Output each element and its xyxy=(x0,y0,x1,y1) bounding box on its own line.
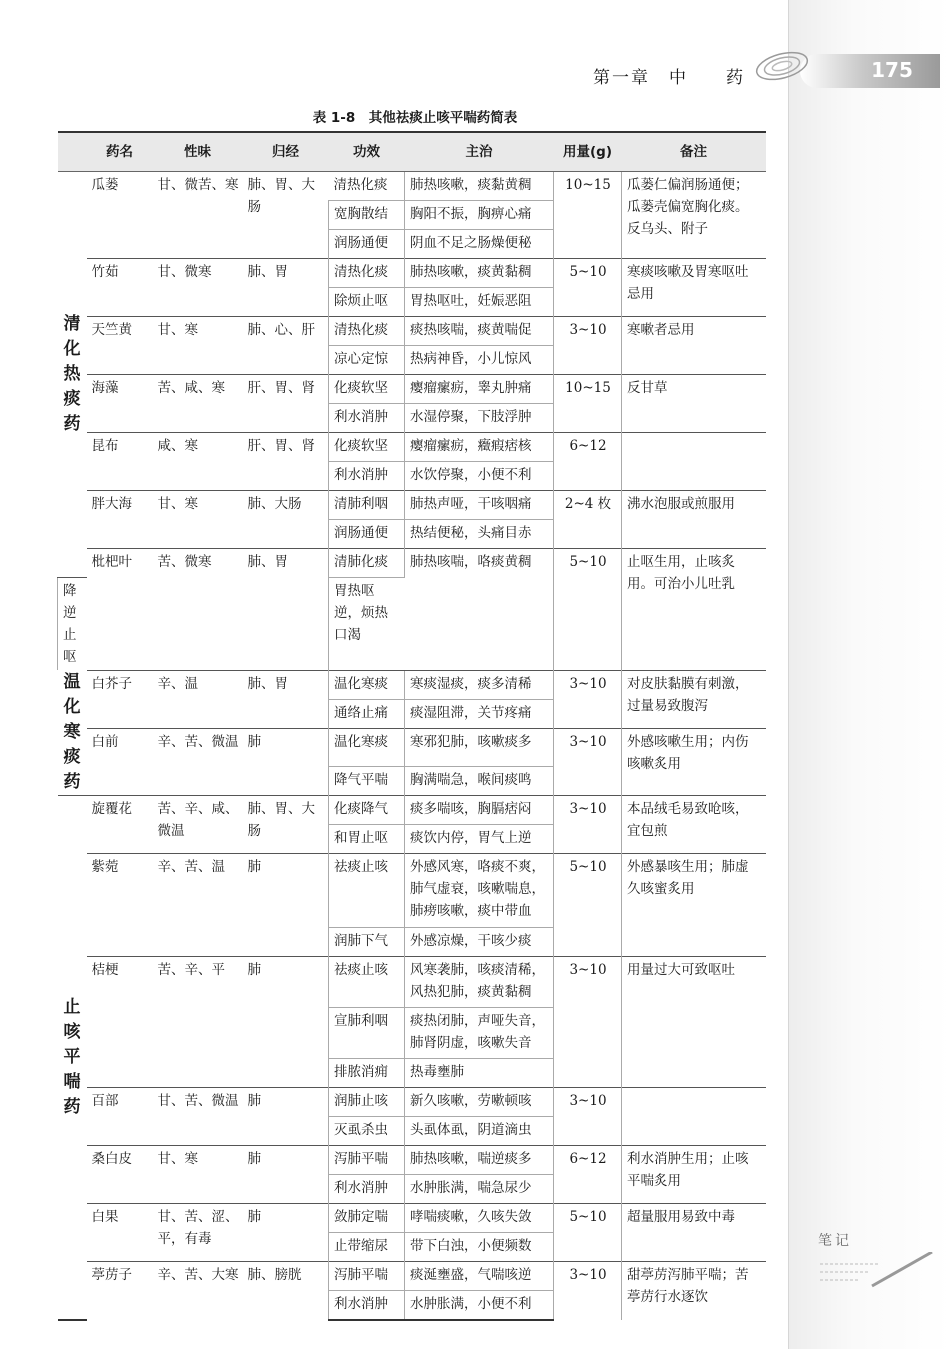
table-caption: 表 1-8 其他祛痰止咳平喘药简表 xyxy=(312,110,518,126)
drug-effect: 清热化痰 xyxy=(329,172,405,201)
drug-meridian: 肺 xyxy=(243,1088,329,1146)
drug-indication: 胸满喘急，喉间痰鸣 xyxy=(405,767,554,796)
drug-taste: 辛、苦、微温 xyxy=(153,728,243,796)
drug-indication: 胃热呕逆，烦热口渴 xyxy=(329,578,405,671)
drug-name: 桔梗 xyxy=(87,957,153,1088)
header-cell: 药名 xyxy=(87,132,153,172)
drug-dose: 3~10 xyxy=(554,957,622,1088)
drug-taste: 甘、寒 xyxy=(153,491,243,549)
drug-name: 桑白皮 xyxy=(87,1146,153,1204)
drug-effect: 利水消肿 xyxy=(329,1175,405,1204)
drug-effect: 通络止痛 xyxy=(329,699,405,728)
drug-name: 海藻 xyxy=(87,375,153,433)
drug-note: 瓜蒌仁偏润肠通便；瓜蒌壳偏宽胸化痰。反乌头、附子 xyxy=(622,172,766,259)
drug-dose: 5~10 xyxy=(554,259,622,317)
drug-taste: 苦、辛、平 xyxy=(153,957,243,1088)
drug-indication: 肺热咳嗽，痰黄黏稠 xyxy=(405,259,554,288)
drug-meridian: 肝、胃、肾 xyxy=(243,433,329,491)
header-cell: 功效 xyxy=(329,132,405,172)
drug-dose: 3~10 xyxy=(554,728,622,796)
drug-dose: 3~10 xyxy=(554,670,622,728)
drug-dose: 3~10 xyxy=(554,1088,622,1146)
drug-effect: 凉心定惊 xyxy=(329,346,405,375)
header-cell: 用量(g) xyxy=(554,132,622,172)
drug-indication: 头虱体虱，阴道滴虫 xyxy=(405,1117,554,1146)
drug-note: 外感暴咳生用；肺虚久咳蜜炙用 xyxy=(622,854,766,957)
drug-taste: 苦、辛、咸、微温 xyxy=(153,796,243,854)
drug-note xyxy=(622,1088,766,1146)
drug-effect: 清热化痰 xyxy=(329,317,405,346)
table-row xyxy=(58,1146,766,1175)
drug-effect: 温化寒痰 xyxy=(329,670,405,699)
drug-effect: 清热化痰 xyxy=(329,259,405,288)
drug-indication: 水肿胀满，小便不利 xyxy=(405,1291,554,1320)
table-row xyxy=(58,796,766,825)
drug-dose: 6~12 xyxy=(554,433,622,491)
drug-effect: 和胃止呕 xyxy=(329,825,405,854)
drug-note: 沸水泡服或煎服用 xyxy=(622,491,766,549)
drug-meridian: 肺 xyxy=(243,854,329,957)
drug-taste: 辛、苦、大寒 xyxy=(153,1262,243,1320)
drug-indication: 瘿瘤瘰疬，睾丸肿痛 xyxy=(405,375,554,404)
drug-indication: 肺热声哑，干咳咽痛 xyxy=(405,491,554,520)
drug-effect: 泻肺平喘 xyxy=(329,1262,405,1291)
drug-indication: 痰涎壅盛，气喘咳逆 xyxy=(405,1262,554,1291)
drug-effect: 敛肺定喘 xyxy=(329,1204,405,1233)
drug-indication: 痰多喘咳，胸膈痞闷 xyxy=(405,796,554,825)
drug-effect: 止带缩尿 xyxy=(329,1233,405,1262)
herb-table xyxy=(57,131,766,1321)
drug-dose: 10~15 xyxy=(554,172,622,259)
drug-indication: 痰湿阻滞，关节疼痛 xyxy=(405,699,554,728)
drug-meridian: 肺、胃 xyxy=(243,670,329,728)
drug-taste: 辛、苦、温 xyxy=(153,854,243,957)
table-row xyxy=(58,259,766,288)
drug-taste: 苦、微寒 xyxy=(153,549,243,671)
drug-note: 甜葶苈泻肺平喘；苦葶苈行水逐饮 xyxy=(622,1262,766,1320)
drug-dose: 5~10 xyxy=(554,549,622,671)
drug-indication: 肺热咳嗽，喘逆痰多 xyxy=(405,1146,554,1175)
drug-effect: 利水消肿 xyxy=(329,462,405,491)
drug-taste: 甘、苦、涩、平，有毒 xyxy=(153,1204,243,1262)
header-cell: 备注 xyxy=(622,132,766,172)
chapter-title: 第一章 中 药 xyxy=(593,68,745,88)
drug-dose: 3~10 xyxy=(554,1262,622,1320)
drug-note: 利水消肿生用；止咳平喘炙用 xyxy=(622,1146,766,1204)
drug-taste: 甘、微寒 xyxy=(153,259,243,317)
drug-effect: 温化寒痰 xyxy=(329,728,405,767)
drug-taste: 苦、咸、寒 xyxy=(153,375,243,433)
drug-note: 用量过大可致呕吐 xyxy=(622,957,766,1088)
drug-name: 白前 xyxy=(87,728,153,796)
drug-effect: 润肺下气 xyxy=(329,928,405,957)
drug-dose: 5~10 xyxy=(554,854,622,957)
drug-indication: 肺热咳嗽，痰黏黄稠 xyxy=(405,172,554,201)
drug-effect: 利水消肿 xyxy=(329,404,405,433)
drug-effect: 化痰降气 xyxy=(329,796,405,825)
table-row xyxy=(58,549,766,578)
table-row xyxy=(58,172,766,201)
drug-indication: 瘿瘤瘰疬，癥瘕痞核 xyxy=(405,433,554,462)
table-row xyxy=(58,1088,766,1117)
table-row xyxy=(58,433,766,462)
drug-indication: 痰热闭肺，声哑失音，肺肾阴虚，咳嗽失音 xyxy=(405,1008,554,1059)
table-row xyxy=(58,1262,766,1291)
drug-name: 瓜蒌 xyxy=(87,172,153,259)
drug-name: 枇杷叶 xyxy=(87,549,153,671)
drug-taste: 甘、寒 xyxy=(153,317,243,375)
drug-effect: 润肺止咳 xyxy=(329,1088,405,1117)
drug-indication: 外感风寒，咯痰不爽，肺气虚衰，咳嗽喘息，肺痨咳嗽，痰中带血 xyxy=(405,854,554,928)
drug-effect: 宽胸散结 xyxy=(329,201,405,230)
drug-indication: 胃热呕吐，妊娠恶阻 xyxy=(405,288,554,317)
drug-note: 本品绒毛易致呛咳，宜包煎 xyxy=(622,796,766,854)
drug-effect: 灭虱杀虫 xyxy=(329,1117,405,1146)
drug-effect: 排脓消痈 xyxy=(329,1059,405,1088)
drug-name: 紫菀 xyxy=(87,854,153,957)
drug-effect: 利水消肿 xyxy=(329,1291,405,1320)
header-cell: 性味 xyxy=(153,132,243,172)
drug-name: 百部 xyxy=(87,1088,153,1146)
drug-name: 竹茹 xyxy=(87,259,153,317)
drug-meridian: 肝、胃、肾 xyxy=(243,375,329,433)
drug-dose: 2~4 枚 xyxy=(554,491,622,549)
drug-taste: 辛、温 xyxy=(153,670,243,728)
drug-indication: 外感凉燥，干咳少痰 xyxy=(405,928,554,957)
drug-dose: 6~12 xyxy=(554,1146,622,1204)
drug-note: 寒痰咳嗽及胃寒呕吐忌用 xyxy=(622,259,766,317)
drug-indication: 寒邪犯肺，咳嗽痰多 xyxy=(405,728,554,767)
drug-meridian: 肺、胃、大肠 xyxy=(243,796,329,854)
drug-indication: 痰热咳喘，痰黄喘促 xyxy=(405,317,554,346)
table-header-row xyxy=(58,132,766,172)
drug-dose: 10~15 xyxy=(554,375,622,433)
drug-indication: 带下白浊，小便频数 xyxy=(405,1233,554,1262)
drug-effect: 泻肺平喘 xyxy=(329,1146,405,1175)
drug-taste: 甘、苦、微温 xyxy=(153,1088,243,1146)
drug-effect: 降逆止呕 xyxy=(58,578,87,671)
drug-effect: 宣肺利咽 xyxy=(329,1008,405,1059)
swirl-decoration-icon xyxy=(752,46,812,86)
drug-name: 旋覆花 xyxy=(87,796,153,854)
category-cell: 清化热痰药 xyxy=(58,172,87,578)
table-row xyxy=(58,1204,766,1233)
drug-indication: 热结便秘，头痛目赤 xyxy=(405,520,554,549)
header-cell: 归经 xyxy=(243,132,329,172)
drug-indication: 寒痰湿痰，痰多清稀 xyxy=(405,670,554,699)
drug-taste: 甘、寒 xyxy=(153,1146,243,1204)
drug-name: 天竺黄 xyxy=(87,317,153,375)
drug-indication: 阴血不足之肠燥便秘 xyxy=(405,230,554,259)
table-row xyxy=(58,957,766,1008)
drug-effect: 润肠通便 xyxy=(329,230,405,259)
drug-taste: 甘、微苦、寒 xyxy=(153,172,243,259)
table-row xyxy=(58,728,766,767)
drug-effect: 清肺化痰 xyxy=(329,549,405,578)
drug-indication: 水湿停聚，下肢浮肿 xyxy=(405,404,554,433)
drug-note: 止呕生用，止咳炙用。可治小儿吐乳 xyxy=(622,549,766,671)
drug-name: 葶苈子 xyxy=(87,1262,153,1320)
drug-indication: 新久咳嗽，劳嗽顿咳 xyxy=(405,1088,554,1117)
drug-effect: 润肠通便 xyxy=(329,520,405,549)
page-margin xyxy=(788,0,950,1349)
header-blank xyxy=(58,132,87,172)
table-row xyxy=(58,854,766,928)
notes-pen-icon xyxy=(820,1252,940,1292)
drug-indication: 肺热咳喘，咯痰黄稠 xyxy=(405,549,554,578)
drug-effect: 祛痰止咳 xyxy=(329,854,405,928)
drug-indication: 痰饮内停，胃气上逆 xyxy=(405,825,554,854)
page-number: 175 xyxy=(871,58,913,82)
table-row xyxy=(58,670,766,699)
drug-note: 对皮肤黏膜有刺激，过量易致腹泻 xyxy=(622,670,766,728)
drug-indication: 哮喘痰嗽，久咳失敛 xyxy=(405,1204,554,1233)
table-row xyxy=(58,491,766,520)
drug-meridian: 肺 xyxy=(243,1146,329,1204)
notes-label: 笔记 xyxy=(818,1233,852,1249)
drug-meridian: 肺、胃、大肠 xyxy=(243,172,329,259)
drug-dose: 3~10 xyxy=(554,317,622,375)
drug-indication: 水肿胀满，喘急尿少 xyxy=(405,1175,554,1204)
category-cell: 止咳平喘药 xyxy=(58,796,87,1320)
drug-note: 反甘草 xyxy=(622,375,766,433)
drug-meridian: 肺 xyxy=(243,957,329,1088)
drug-meridian: 肺、胃 xyxy=(243,259,329,317)
drug-note: 超量服用易致中毒 xyxy=(622,1204,766,1262)
drug-effect: 祛痰止咳 xyxy=(329,957,405,1008)
drug-meridian: 肺 xyxy=(243,728,329,796)
drug-indication: 热毒壅肺 xyxy=(405,1059,554,1088)
category-cell: 温化寒痰药 xyxy=(58,670,87,796)
drug-effect: 化痰软坚 xyxy=(329,375,405,404)
drug-indication: 水饮停聚，小便不利 xyxy=(405,462,554,491)
drug-dose: 3~10 xyxy=(554,796,622,854)
drug-indication: 风寒袭肺，咳痰清稀，风热犯肺，痰黄黏稠 xyxy=(405,957,554,1008)
header-cell: 主治 xyxy=(405,132,554,172)
drug-indication: 热病神昏，小儿惊风 xyxy=(405,346,554,375)
drug-meridian: 肺、心、肝 xyxy=(243,317,329,375)
drug-dose: 5~10 xyxy=(554,1204,622,1262)
drug-effect: 清肺利咽 xyxy=(329,491,405,520)
drug-taste: 咸、寒 xyxy=(153,433,243,491)
drug-effect: 除烦止呕 xyxy=(329,288,405,317)
drug-note xyxy=(622,433,766,491)
drug-name: 白果 xyxy=(87,1204,153,1262)
drug-note: 寒嗽者忌用 xyxy=(622,317,766,375)
drug-meridian: 肺、胃 xyxy=(243,549,329,671)
drug-effect: 化痰软坚 xyxy=(329,433,405,462)
drug-effect: 降气平喘 xyxy=(329,767,405,796)
drug-name: 昆布 xyxy=(87,433,153,491)
drug-indication: 胸阳不振，胸痹心痛 xyxy=(405,201,554,230)
drug-name: 胖大海 xyxy=(87,491,153,549)
drug-meridian: 肺、膀胱 xyxy=(243,1262,329,1320)
drug-meridian: 肺 xyxy=(243,1204,329,1262)
drug-note: 外感咳嗽生用；内伤咳嗽炙用 xyxy=(622,728,766,796)
table-row xyxy=(58,375,766,404)
drug-meridian: 肺、大肠 xyxy=(243,491,329,549)
drug-name: 白芥子 xyxy=(87,670,153,728)
table-row xyxy=(58,317,766,346)
